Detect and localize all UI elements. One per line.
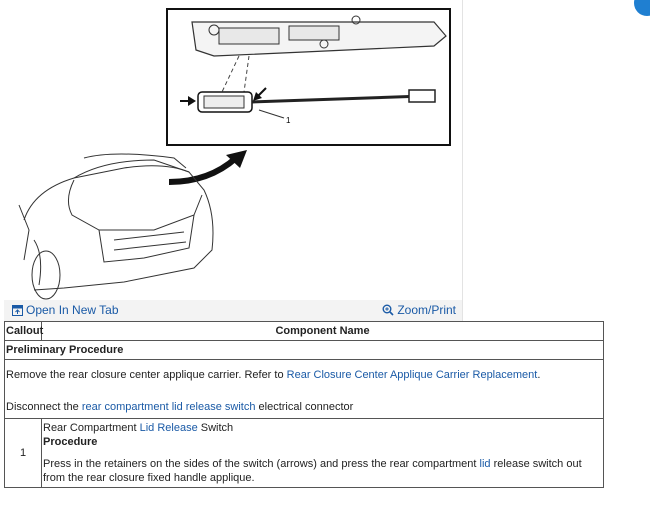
- preliminary-heading-row: [5, 341, 604, 360]
- zoom-icon: [382, 304, 394, 316]
- table-header-row: [5, 322, 604, 341]
- zoom-print-button[interactable]: [382, 303, 456, 317]
- applique-carrier-link[interactable]: Rear Closure Center Applique Carrier Replacement: [286, 369, 538, 381]
- preliminary-steps-row: [5, 360, 604, 419]
- callout-label: 1: [286, 116, 291, 125]
- corner-badge[interactable]: [634, 0, 650, 16]
- component-name: Rear Compartment Lid Release Switch: [43, 422, 234, 434]
- table-row: [5, 419, 604, 488]
- preliminary-heading: Preliminary Procedure: [5, 341, 604, 360]
- header-callout: Callout: [5, 322, 42, 341]
- preliminary-step-1: Remove the rear closure center applique carrier. Refer to Rear Closure Center Applique Carrier Replacement.: [6, 369, 541, 381]
- zoom-print-label: Zoom/Print: [397, 303, 456, 317]
- release-switch-link[interactable]: rear compartment lid release switch: [81, 401, 256, 413]
- header-component-name: Component Name: [42, 322, 604, 341]
- procedure-text: Press in the retainers on the sides of the switch (arrows) and press the rear compartment lid release switch out from the rear closure fixed handle applique.: [43, 458, 582, 484]
- lid-release-link[interactable]: Lid Release: [139, 422, 198, 434]
- preliminary-steps: [5, 360, 604, 419]
- preliminary-step-2: Disconnect the rear compartment lid release switch electrical connector: [6, 401, 354, 413]
- component-cell: [42, 419, 604, 488]
- open-new-tab-button[interactable]: [12, 303, 119, 317]
- figure-toolbar: [4, 300, 462, 321]
- open-new-tab-label: Open In New Tab: [26, 303, 119, 317]
- open-tab-icon: [12, 305, 23, 316]
- car-sketch: [19, 154, 213, 299]
- procedure-table: [4, 321, 604, 488]
- lid-link[interactable]: lid: [479, 458, 491, 470]
- figure-panel: [4, 0, 463, 321]
- procedure-heading: Procedure: [43, 436, 98, 448]
- illustration: [4, 0, 462, 300]
- callout-number: 1: [5, 419, 42, 488]
